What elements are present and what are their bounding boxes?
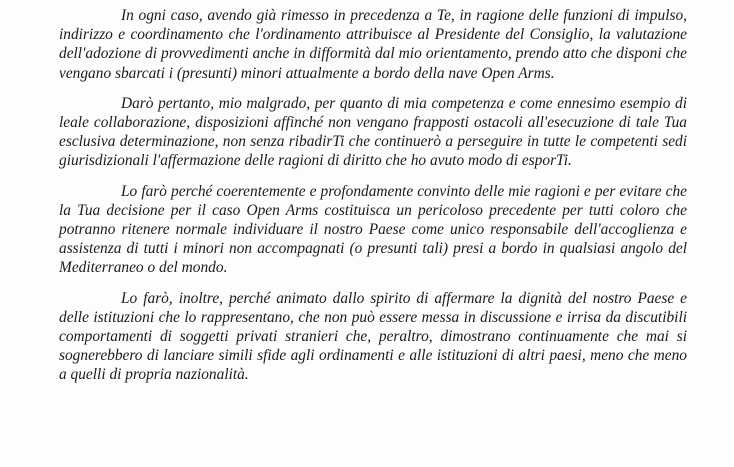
paragraph-4: Lo farò, inoltre, perché animato dallo spirito di affermare la dignità del nostro Paese e delle istituzioni che lo rappresentano, che non può essere messa in discussione e irrisa da discutibili comportamenti di soggetti privati stranieri che, peraltro, dimostrano continuamente che mai si sognerebbero di lanciare simili sfide agli ordinamenti e alle istituzioni di altri paesi, meno che meno a quelli di propria nazionalità. xyxy=(59,289,687,384)
paragraph-2: Darò pertanto, mio malgrado, per quanto di mia competenza e come ennesimo esempio di leale collaborazione, disposizioni affinché non vengano frapposti ostacoli all'esecuzione di tale Tua esclusiva determinazione, non senza ribadirTi che continuerò a perseguire in tutte le competenti sedi giurisdizionali l'affermazione delle ragioni di diritto che ho avuto modo di esporTi. xyxy=(59,94,687,170)
paragraph-3: Lo farò perché coerentemente e profondamente convinto delle mie ragioni e per evitare che la Tua decisione per il caso Open Arms costituisca un pericoloso precedente per tutti coloro che potranno ritenere normale individuare il nostro Paese come unico responsabile dell'accoglienza e assistenza di tutti i minori non accompagnati (o presunti tali) presi a bordo in qualsiasi angolo del Mediterraneo o del mondo. xyxy=(59,182,687,277)
paragraph-1: In ogni caso, avendo già rimesso in precedenza a Te, in ragione delle funzioni di impulso, indirizzo e coordinamento che l'ordinamento attribuisce al Presidente del Consiglio, la valutazione dell'adozione di provvedimenti anche in difformità dal mio orientamento, prendo atto che disponi che vengano sbarcati i (presunti) minori attualmente a bordo della nave Open Arms. xyxy=(59,7,687,82)
letter-body xyxy=(59,6,687,385)
